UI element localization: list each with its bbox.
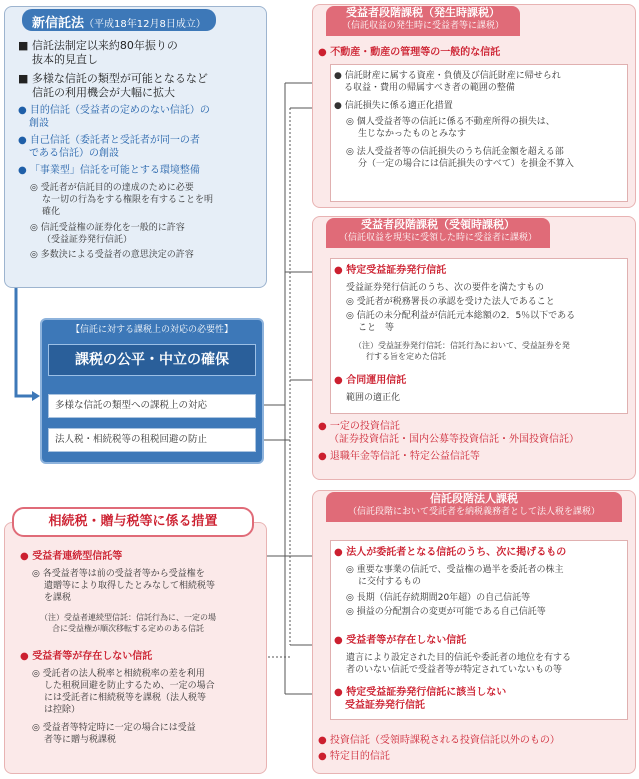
lb-s1-l2: 遺贈等により取得したとみなして相続税等 <box>44 581 216 591</box>
r3-sub-1: ◎ 重要な事業の信託で、受益権の過半を委託者の株主 に交付するもの <box>346 564 626 588</box>
r3-sec-3: ● 特定受益証券発行信託に該当しない 受益証券発行信託 <box>334 686 624 712</box>
r3-sec-2-text <box>346 652 626 676</box>
sub-1-line-1: 受託者が信託目的の達成のために必要 <box>40 183 194 193</box>
sub-3: ◎ 多数決による受益者の意思決定の許容 <box>30 250 194 260</box>
r2-title: 受益者段階課税（受領時課税） <box>361 218 515 231</box>
r2-sec-4: ● 退職年金等信託・特定公益信託等 <box>318 451 480 462</box>
r3-sec-2: ● 受益者等が存在しない信託 <box>334 635 467 646</box>
r3-subtitle: （信託段階において受託者を納税義務者として法人税を課税） <box>347 507 600 517</box>
sub-1-line-3: 確化 <box>42 207 61 217</box>
bullet-1: ■ 信託法制定以来約80年振りの 抜本的見直し <box>18 39 263 67</box>
r3-sec-1: ● 法人が委託者となる信託のうち、次に掲げるもの <box>334 547 567 558</box>
lb-s2-l3: には受託者に相続税等を課税（法人税等 <box>44 693 207 703</box>
r2-s3-l2: （証券投資信託・国内公募等投資信託・外国投資信託） <box>329 434 579 445</box>
r3-sec-1-label: 法人が委託者となる信託のうち、次に掲げるもの <box>346 547 567 558</box>
sub-2-line-1: 信託受益権の証券化を一般的に許容 <box>40 223 185 233</box>
lb-sec-2: ● 受益者等が存在しない信託 <box>20 651 153 662</box>
r3-sec-5: ● 特定目的信託 <box>318 751 390 762</box>
fairness-neutrality: 課税の公平・中立の確保 <box>48 344 256 376</box>
dot-2-line-1: 自己信託（委託者と受託者が同一の者 <box>29 135 200 146</box>
dot-1-line-2: 創設 <box>29 118 49 129</box>
title-main: 新信託法 <box>32 16 85 31</box>
r1-i1-l1: 信託財産に属する資産・負債及び信託財産に帰せられ <box>344 71 561 81</box>
bullet-2-line-2: 信託の利用機会が大幅に拡大 <box>32 86 175 99</box>
lb-sec-2-sub-1: ◎ 受託者の法人税率と相続税率の差を利用 した租税回避を防止するため、一定の場合 には受託者に相続税等を課税（法人税等 は控除） <box>32 668 264 716</box>
dot-3: ● 「事業型」信託を可能とする環境整備 <box>18 165 200 176</box>
r2-note <box>354 340 626 362</box>
trust-level-corp-head <box>326 492 622 522</box>
bullet-2-line-1: 多様な信託の類型が可能となるなど <box>31 72 208 85</box>
avoidance-prevention: 法人税・相続税等の租税回避の防止 <box>48 428 256 452</box>
inheritance-tax-title: 相続税・贈与税等に係る措置 <box>12 507 254 537</box>
r2-s2-l1: 信託の未分配利益が信託元本総額の2．5％以下である <box>356 311 576 321</box>
r3-sec-4: ● 投資信託（受領時課税される投資信託以外のもの） <box>318 735 560 746</box>
r1-sec-label: 不動産・動産の管理等の一般的な信託 <box>330 47 501 58</box>
r1-item-2: ● 信託損失に係る適正化措置 <box>334 101 453 111</box>
lb-note-l1: （注）受益者連続型信託：信託行為に、一定の場 <box>40 613 216 622</box>
new-trust-law-title <box>22 9 216 31</box>
r3-s2t-l1: 遺言により設定された目的信託や委託者の地位を有する <box>346 653 572 663</box>
beneficiary-accrual-head <box>326 6 520 36</box>
r2-s3-l1: 一定の投資信託 <box>329 421 400 432</box>
r3-s2t-l2: 者のいない信託で受益者等が特定されていないもの等 <box>346 665 563 675</box>
dot-2: ● 自己信託（委託者と受託者が同一の者 である信託）の創設 <box>18 134 263 160</box>
lb-s2b-l1: 受益者等特定時に一定の場合には受益 <box>42 723 196 733</box>
lb-sec-1-sub-1: ◎ 各受益者等は前の受益者等から受益権を 遺贈等により取得したとみなして相続税等 を課税 <box>32 568 264 604</box>
r2-note-l2: 行する旨を定めた信託 <box>366 352 446 361</box>
lb-s1-l1: 各受益者等は前の受益者等から受益権を <box>42 569 205 579</box>
title-date: （平成18年12月8日成立） <box>84 19 206 30</box>
lb-note-l2: 合に受益権が順次移転する定めのある信託 <box>52 624 204 633</box>
dot-1: ● 目的信託（受益者の定めのない信託）の 創設 <box>18 104 263 130</box>
r3-sec-2-label: 受益者等が存在しない信託 <box>346 635 467 646</box>
r2-sec-2: ● 合同運用信託 <box>334 375 407 386</box>
r2-sec-1: ● 特定受益証券発行信託 <box>334 265 447 276</box>
r2-note-l1: （注）受益証券発行信託：信託行為において、受益証券を発 <box>354 341 570 350</box>
r1-s1-l1: 個人受益者等の信託に係る不動産所得の損失は、 <box>356 117 555 127</box>
sub-2: ◎ 信託受益権の証券化を一般的に許容 （受益証券発行信託） <box>30 222 265 246</box>
r3-sec-5-label: 特定目的信託 <box>329 751 390 762</box>
r3-s1-l2: に交付するもの <box>358 577 422 587</box>
r2-sub-1: ◎ 受託者が税務署長の承認を受けた法人であること <box>346 297 555 307</box>
dot-3-line-1: 「事業型」信託を可能とする環境整備 <box>29 165 200 176</box>
r2-sec-4-label: 退職年金等信託・特定公益信託等 <box>329 451 480 462</box>
r2-sub-2: ◎ 信託の未分配利益が信託元本総額の2．5％以下である こと 等 <box>346 310 626 334</box>
r1-sub-1: ◎ 個人受益者等の信託に係る不動産所得の損失は、 生じなかったものとみなす <box>346 116 626 140</box>
r1-title: 受益者段階課税（発生時課税） <box>346 6 500 19</box>
lb-s2-l1: 受託者の法人税率と相続税率の差を利用 <box>42 669 205 679</box>
r3-s1-l1: 重要な事業の信託で、受益権の過半を委託者の株主 <box>356 565 564 575</box>
lb-s2-l4: は控除） <box>44 705 81 715</box>
r3-s3-l2x: 受益証券発行信託 <box>345 700 425 711</box>
r2-sec-2-text: 範囲の適正化 <box>346 393 401 403</box>
bullet-1-line-2: 抜本的見直し <box>32 53 98 66</box>
dot-1-line-1: 目的信託（受益者の定めのない信託）の <box>29 105 210 116</box>
lb-sec-1-note <box>40 612 264 634</box>
lb-sec-2-label: 受益者等が存在しない信託 <box>32 651 153 662</box>
r3-sec-4-label: 投資信託（受領時課税される投資信託以外のもの） <box>329 735 560 746</box>
r2-s2-l2: こと 等 <box>358 323 395 333</box>
r1-s2-l1: 法人受益者等の信託損失のうち信託金額を超える部 <box>356 147 564 157</box>
r1-s1-l2: 生じなかったものとみなす <box>358 129 467 139</box>
lb-sec-2-sub-2: ◎ 受益者等特定時に一定の場合には受益 者等に贈与税課税 <box>32 722 264 746</box>
r3-s3-l1: 損益の分配割合の変更が可能である自己信託等 <box>356 607 546 617</box>
r1-i2-l1: 信託損失に係る適正化措置 <box>344 101 453 111</box>
lb-sec-1: ● 受益者連続型信託等 <box>20 551 123 562</box>
r3-sub-3: ◎ 損益の分配割合の変更が可能である自己信託等 <box>346 607 546 617</box>
r2-s1-l1: 受託者が税務署長の承認を受けた法人であること <box>356 297 555 307</box>
r2-sec-3: ● 一定の投資信託 （証券投資信託・国内公募等投資信託・外国投資信託） <box>318 420 636 446</box>
r1-item-1: ● 信託財産に属する資産・負債及び信託財産に帰せられ る収益・費用の帰属すべき者の範囲の整備 <box>334 70 626 94</box>
r3-s2-l1: 長期（信託存続期間20年超）の自己信託等 <box>356 593 531 603</box>
r1-sub-2: ◎ 法人受益者等の信託損失のうち信託金額を超える部 分（一定の場合には信託損失のすべて）を損金不算入 <box>346 146 626 170</box>
r1-subtitle: （信託収益の発生時に受益者等に課税） <box>341 21 504 31</box>
r2-subtitle: （信託収益を現実に受領した時に受益者に課税） <box>338 233 537 243</box>
r2-sec-1-intro: 受益証券発行信託のうち、次の要件を満たすもの <box>346 283 545 293</box>
sub-2-line-2: （受益証券発行信託） <box>42 235 133 245</box>
taxation-need-head: 【信託に対する課税上の対応の必要性】 <box>70 325 233 335</box>
r1-s2-l2: 分（一定の場合には信託損失のすべて）を損金不算入 <box>358 159 574 169</box>
r1-i1-l2: る収益・費用の帰属すべき者の範囲の整備 <box>344 83 515 93</box>
r3-s3-l1x: 特定受益証券発行信託に該当しない <box>346 687 507 698</box>
sub-1-line-2: な一切の行為をする権限を有することを明 <box>42 195 214 205</box>
dot-2-line-2: である信託）の創設 <box>29 148 119 159</box>
lb-s2-l2: した租税回避を防止するため、一定の場合 <box>44 681 215 691</box>
diverse-types-response: 多様な信託の類型への課税上の対応 <box>48 394 256 418</box>
beneficiary-receipt-head <box>326 218 550 248</box>
r1-sec: ● 不動産・動産の管理等の一般的な信託 <box>318 47 501 58</box>
sub-1: ◎ 受託者が信託目的の達成のために必要 な一切の行為をする権限を有することを明 確化 <box>30 182 265 218</box>
r3-sub-2: ◎ 長期（信託存続期間20年超）の自己信託等 <box>346 593 531 603</box>
r3-title: 信託段階法人課税 <box>430 492 518 505</box>
bullet-2: ■ 多様な信託の類型が可能となるなど 信託の利用機会が大幅に拡大 <box>18 72 263 100</box>
lb-s1-l3: を課税 <box>44 593 72 603</box>
sub-3-line-1: 多数決による受益者の意思決定の許容 <box>40 250 194 260</box>
bullet-1-line-1: 信託法制定以来約80年振りの <box>31 39 178 52</box>
lb-sec-1-label: 受益者連続型信託等 <box>32 551 123 562</box>
r2-sec-1-label: 特定受益証券発行信託 <box>346 265 447 276</box>
r2-sec-2-label: 合同運用信託 <box>346 375 407 386</box>
lb-s2b-l2: 者等に贈与税課税 <box>44 735 117 745</box>
